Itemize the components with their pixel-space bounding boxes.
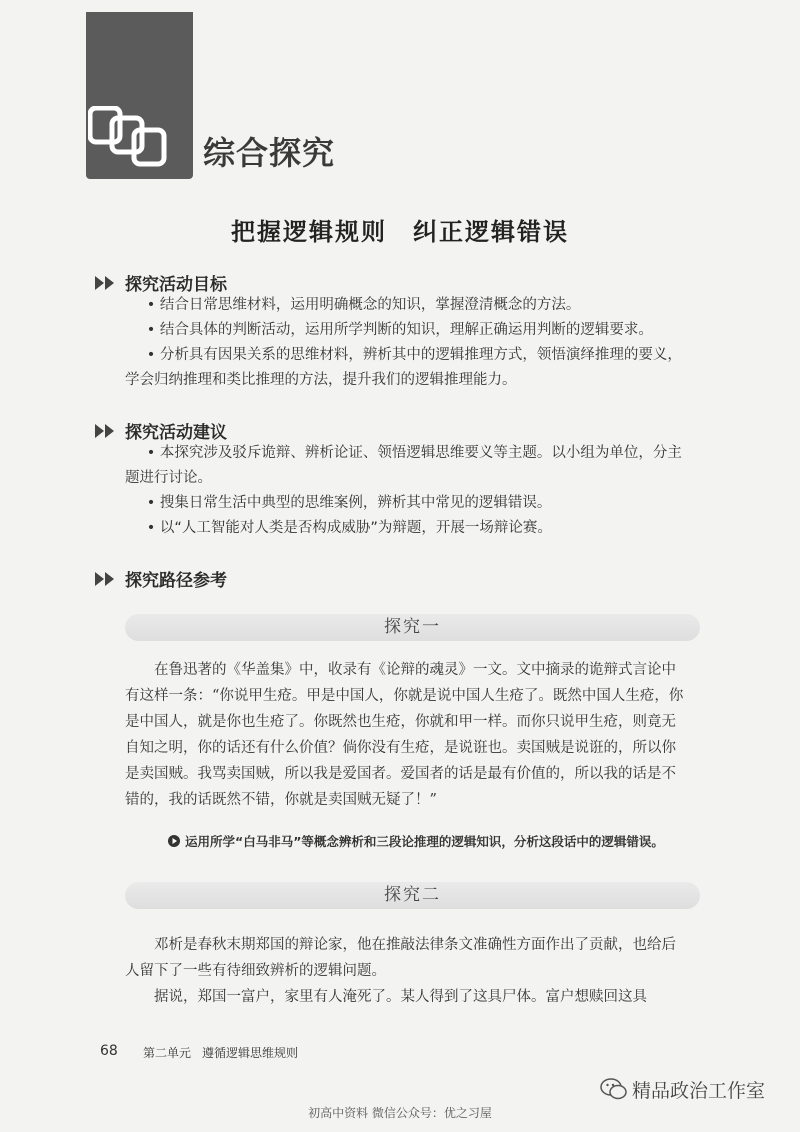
objective-item: • 结合具体的判断活动，运用所学判断的知识，理解正确运用判断的逻辑要求。 (146, 322, 653, 338)
suggestions-heading-text: 探究活动建议 (125, 423, 227, 443)
chain-links-icon (88, 106, 170, 170)
inquiry-two-paragraph: 邓析是春秋末期郑国的辩论家，他在推敲法律条文准确性方面作出了贡献，也给后人留下了一些有待细致辨析的逻辑问题。 (125, 937, 676, 979)
objective-item: • 结合日常思维材料，运用明确概念的知识，掌握澄清概念的方法。 (146, 297, 581, 313)
path-heading-text: 探究路径参考 (125, 571, 227, 591)
inquiry-one-text: 在鲁迅著的《华盖集》中，收录有《论辩的魂灵》一文。文中摘录的诡辩式言论中有这样一条：“你说甲生疮。甲是中国人，你就是说中国人生疮了。既然中国人生疮，你是中国人，就是你也生疮了。你既然也生疮，你就和甲一样。而你只说甲生疮，则竟无自知之明，你的话还有什么价值？倘你没有生疮，是说诳也。卖国贼是说诳的，所以你是卖国贼。我骂卖国贼，所以我是爱国者。爱国者的话是最有价值的，所以我的话是不错的，我的话既然不错，你就是卖国贼无疑了！” (125, 662, 684, 808)
double-arrow-icon (95, 276, 119, 290)
inquiry-one-task-text: 运用所学“白马非马”等概念辨析和三段论推理的逻辑知识，分析这段话中的逻辑错误。 (185, 834, 664, 849)
unit-title: 遵循逻辑思维规则 (202, 1046, 299, 1060)
suggestions-heading (95, 418, 227, 443)
double-arrow-icon (95, 424, 119, 438)
page-number: 68 (100, 1043, 118, 1059)
suggestion-item: • 以“人工智能对人类是否构成威胁”为辩题，开展一场辩论赛。 (146, 520, 552, 536)
objectives-heading (95, 270, 227, 295)
path-heading (95, 566, 227, 591)
section-title: 综合探究 (203, 134, 336, 172)
suggestion-item: • 本探究涉及驳斥诡辩、辨析论证、领悟逻辑思维要义等主题。以小组为单位，分主题进行讨论。 (125, 445, 682, 486)
wechat-icon (600, 1078, 628, 1100)
watermark-text: 精品政治工作室 (632, 1080, 766, 1102)
inquiry-one-banner: 探究一 (125, 614, 700, 641)
footer-note: 初高中资料 微信公众号：优之习屋 (308, 1106, 492, 1120)
objectives-heading-text: 探究活动目标 (125, 275, 227, 295)
unit-label: 第二单元 (143, 1046, 192, 1060)
page-title: 把握逻辑规则 纠正逻辑错误 (231, 217, 569, 246)
objective-item: • 分析具有因果关系的思维材料，辨析其中的逻辑推理方式，领悟演绎推理的要义，学会归纳推理和类比推理的方法，提升我们的逻辑推理能力。 (125, 347, 682, 388)
double-arrow-icon (95, 572, 119, 586)
suggestion-item: • 搜集日常生活中典型的思维案例，辨析其中常见的逻辑错误。 (146, 495, 552, 511)
inquiry-two-banner: 探究二 (125, 882, 700, 909)
play-circle-icon (168, 835, 180, 847)
inquiry-one-task (168, 832, 664, 850)
inquiry-two-paragraph: 据说，郑国一富户，家里有人淹死了。某人得到了这具尸体。富户想赎回这具 (154, 989, 647, 1005)
